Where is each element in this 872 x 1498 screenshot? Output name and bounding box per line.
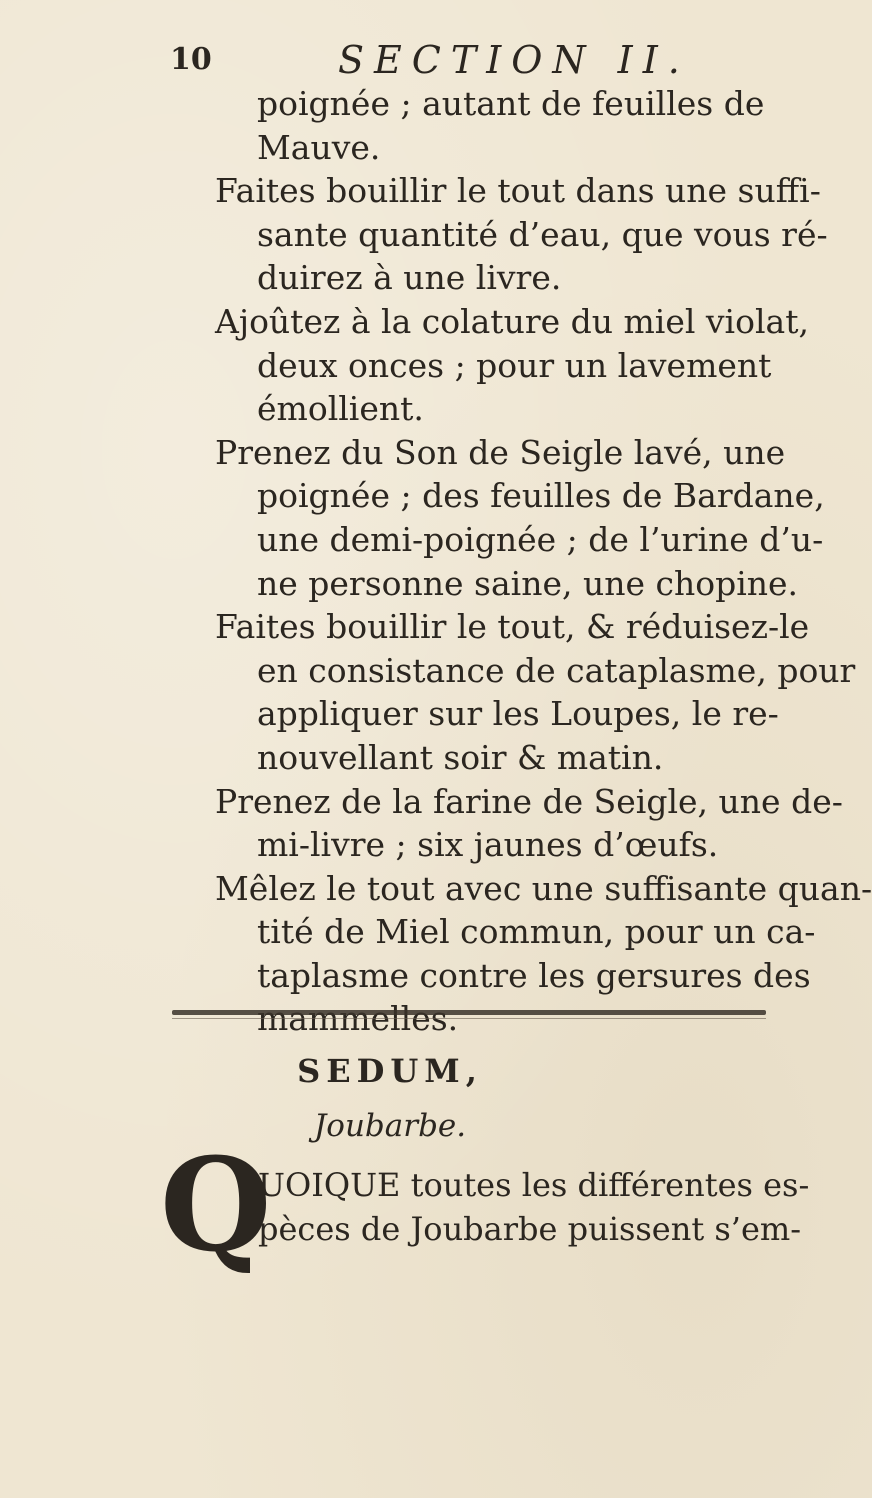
- body-text: [215, 82, 872, 1041]
- entry-title: SEDUM,: [297, 1052, 483, 1090]
- text-line: en consistance de cataplasme, pour: [257, 650, 856, 690]
- running-head: [170, 38, 730, 88]
- text-line: Faites bouillir le tout, & réduisez-le: [215, 607, 810, 647]
- text-line: duirez à une livre.: [257, 258, 562, 298]
- text-line: poignée ; autant de feuilles de: [257, 84, 765, 123]
- entry-line-1: UOIQUE toutes les différentes es-: [258, 1166, 810, 1204]
- text-line: Prenez de la farine de Seigle, une de-: [215, 781, 843, 821]
- entry-subtitle: Joubarbe.: [313, 1108, 467, 1144]
- section-divider: [172, 1010, 766, 1015]
- text-line: une demi-poignée ; de l’urine d’u-: [257, 519, 824, 559]
- entry-line-2: pèces de Joubarbe puissent s’em-: [258, 1209, 802, 1248]
- text-line: deux onces ; pour un lavement: [257, 345, 772, 385]
- text-line: Faites bouillir le tout dans une suffi-: [215, 171, 821, 211]
- text-line: [215, 997, 795, 1041]
- text-line: mi-livre ; six jaunes d’œufs.: [257, 825, 719, 865]
- page-number: 10: [170, 42, 212, 77]
- text-line: Prenez du Son de Seigle lavé, une: [215, 432, 786, 472]
- text-line: ne personne saine, une chopine.: [257, 563, 799, 603]
- drop-cap: Q: [160, 1131, 272, 1281]
- text-line: émollient.: [257, 389, 424, 429]
- text-line: taplasme contre les gersures des: [257, 955, 811, 995]
- section-title: SECTION II.: [338, 38, 690, 82]
- text-line: nouvellant soir & matin.: [257, 737, 664, 777]
- text-line: sante quantité d’eau, que vous ré-: [257, 214, 828, 254]
- text-line: appliquer sur les Loupes, le re-: [257, 694, 779, 734]
- text-line: Mauve.: [257, 127, 381, 167]
- entry-paragraph: [258, 1164, 810, 1251]
- section-divider-thin: [172, 1018, 766, 1019]
- text-line: Ajoûtez à la colature du miel violat,: [215, 301, 809, 341]
- text-line: tité de Miel commun, pour un ca-: [257, 912, 816, 952]
- text-line: Mêlez le tout avec une suffisante quan-: [215, 868, 872, 908]
- text-line: poignée ; des feuilles de Bardane,: [257, 476, 825, 516]
